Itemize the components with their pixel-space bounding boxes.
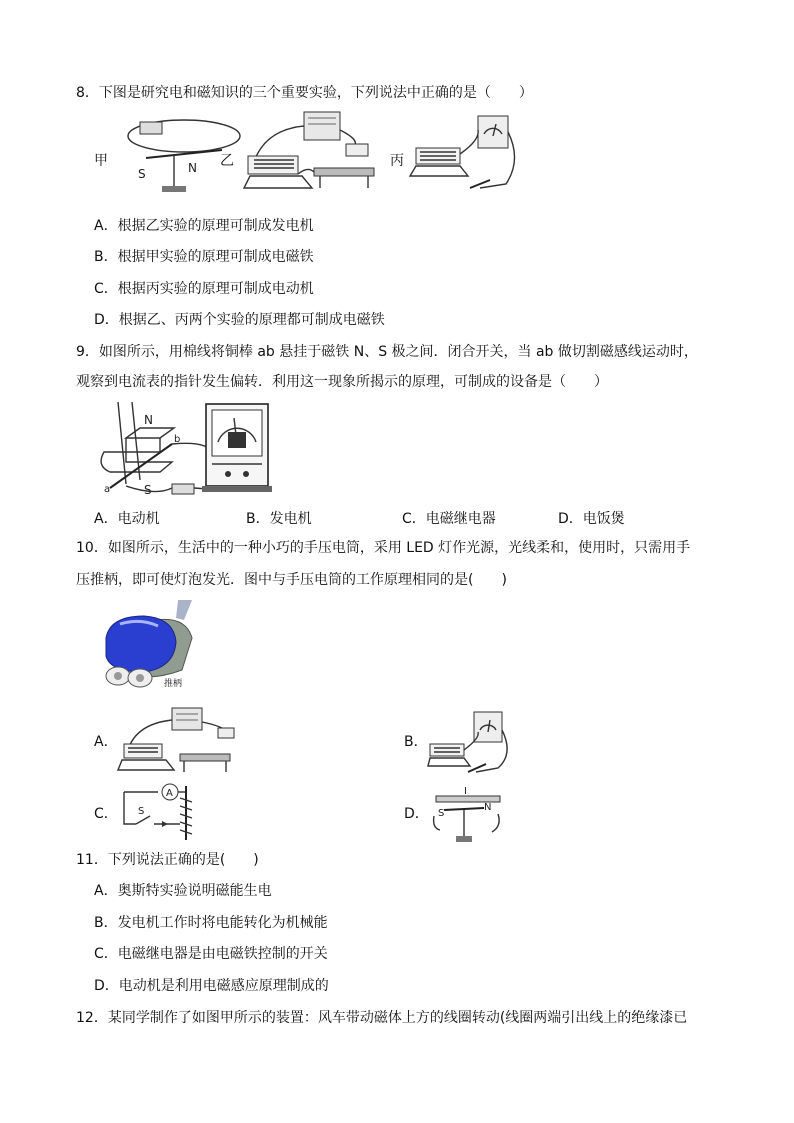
q9-a-label: a bbox=[104, 484, 111, 495]
q8-option-b[interactable]: B．根据甲实验的原理可制成电磁铁 bbox=[94, 249, 314, 265]
galvanometer-image bbox=[202, 402, 274, 494]
oersted-experiment-image bbox=[122, 110, 232, 198]
q10-option-a-image[interactable] bbox=[118, 706, 238, 778]
q10-option-a-letter[interactable]: A． bbox=[94, 734, 118, 750]
q11-option-d[interactable]: D．电动机是利用电磁感应原理制成的 bbox=[94, 978, 329, 994]
q10-stem-line1: 10．如图所示，生活中的一种小巧的手压电筒，采用 LED 灯作光源，光线柔和，使用时，只需用手 bbox=[76, 540, 691, 556]
ammeter-label: A bbox=[166, 788, 173, 799]
q9-option-b[interactable]: B．发电机 bbox=[246, 511, 312, 527]
q8-label-yi: 乙 bbox=[220, 153, 234, 169]
q11-option-a[interactable]: A．奥斯特实验说明磁能生电 bbox=[94, 883, 272, 899]
q10-option-c-image[interactable] bbox=[118, 784, 208, 842]
q8-label-jia: 甲 bbox=[94, 153, 108, 169]
q12-stem: 12．某同学制作了如图甲所示的装置：风车带动磁体上方的线圈转动(线圈两端引出线上的绝缘漆已 bbox=[76, 1010, 688, 1026]
q9-option-d[interactable]: D．电饭煲 bbox=[558, 511, 625, 527]
hand-press-flashlight-image bbox=[96, 598, 196, 690]
q8-label-bing: 丙 bbox=[390, 153, 404, 169]
q11-option-c[interactable]: C．电磁继电器是由电磁铁控制的开关 bbox=[94, 946, 328, 962]
q8-n-label: N bbox=[188, 161, 197, 175]
q11-stem: 11．下列说法正确的是( ) bbox=[76, 852, 259, 868]
q8-figure bbox=[90, 110, 530, 200]
q9-b-label: b bbox=[174, 434, 181, 445]
needle-n-label: N bbox=[484, 802, 492, 813]
switch-label: S bbox=[138, 806, 145, 817]
q8-option-c[interactable]: C．根据丙实验的原理可制成电动机 bbox=[94, 281, 314, 297]
q9-stem-line2: 观察到电流表的指针发生偏转．利用这一现象所揭示的原理，可制成的设备是（ ） bbox=[76, 374, 608, 390]
needle-s-label: S bbox=[438, 808, 445, 819]
q9-stem-line1: 9．如图所示，用棉线将铜棒 ab 悬挂于磁铁 N、S 极之间．闭合开关，当 ab 做切割磁感线运动时， bbox=[76, 344, 698, 360]
q11-option-b[interactable]: B．发电机工作时将电能转化为机械能 bbox=[94, 915, 328, 931]
q9-s-label: S bbox=[144, 483, 152, 497]
q10-option-c-letter[interactable]: C． bbox=[94, 806, 118, 822]
q10-stem-line2: 压推柄，即可使灯泡发光．图中与手压电筒的工作原理相同的是( ) bbox=[76, 572, 507, 588]
q10-option-d-image[interactable] bbox=[428, 786, 508, 844]
q8-s-label: S bbox=[138, 167, 146, 181]
current-label: I bbox=[464, 786, 467, 797]
q8-stem: 8．下图是研究电和磁知识的三个重要实验，下列说法中正确的是（ ） bbox=[76, 85, 533, 101]
q8-option-a[interactable]: A．根据乙实验的原理可制成发电机 bbox=[94, 218, 314, 234]
q10-option-d-letter[interactable]: D． bbox=[404, 806, 429, 822]
flashlight-handle-label: 推柄 bbox=[164, 679, 183, 689]
q9-options-row bbox=[94, 508, 714, 528]
generator-experiment-image bbox=[410, 110, 520, 198]
q9-n-label: N bbox=[144, 413, 153, 427]
q9-option-c[interactable]: C．电磁继电器 bbox=[402, 511, 496, 527]
q8-option-d[interactable]: D．根据乙、丙两个实验的原理都可制成电磁铁 bbox=[94, 312, 385, 328]
q10-option-b-image[interactable] bbox=[428, 710, 518, 776]
electromagnetic-induction-image bbox=[242, 110, 382, 198]
q9-option-a[interactable]: A．电动机 bbox=[94, 511, 160, 527]
q10-option-b-letter[interactable]: B． bbox=[404, 734, 428, 750]
